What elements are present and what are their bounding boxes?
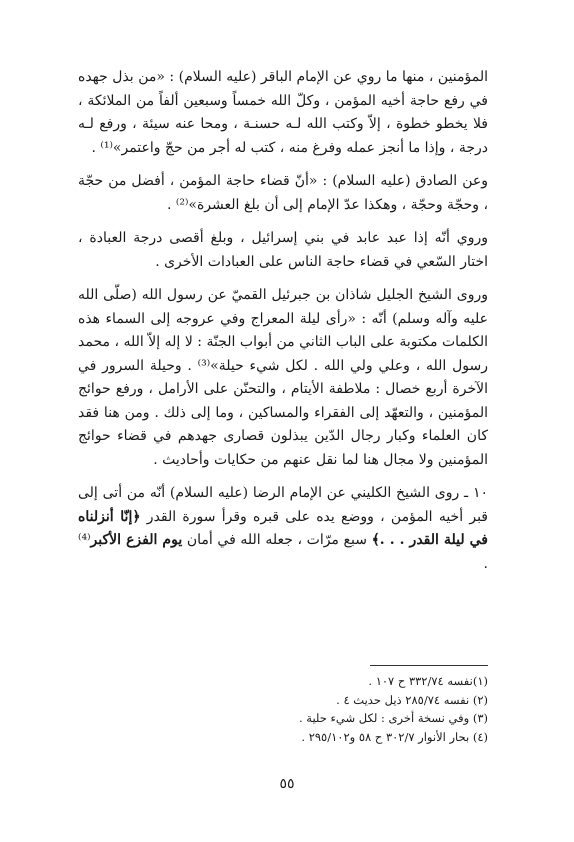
footnotes: [78, 665, 488, 746]
paragraph-5: [78, 482, 488, 576]
page-body: [78, 66, 488, 580]
footnote-1: (١)نفسه ٣٣٢/٧٤ ح ١٠٧ .: [368, 674, 488, 688]
paragraph-5-bold-end: يوم الفزع الأكبر: [90, 532, 183, 548]
paragraph-5-start: ١٠ ـ روى الشيخ الكليني عن الإمام الرضا (عليه السلام) أنّه من أتى إلى قبر أخيه المؤمن ، ووضع يده على قبره وقرأ سورة القدر: [78, 485, 488, 525]
paragraph-3: وروي أنّه إذا عبد عابد في بني إسرائيل ، وبلغ أقصى درجة العبادة ، اختار السّعي في قضاء حاجة الناس على العبادات الأخرى .: [78, 230, 488, 270]
paragraph-5-end: ⁽⁴⁾ .: [78, 532, 488, 572]
footnote-3: (٣) وفي نسخة أخرى : لكل شيء حلية .: [298, 711, 488, 725]
paragraph-2: وعن الصادق (عليه السلام) : «أنّ قضاء حاجة المؤمن ، أفضل من حجّة ، وحجّة وحجّة ، وهكذا عدّ الإمام إلى أن بلغ العشرة»⁽²⁾ .: [78, 173, 488, 213]
footnote-2: (٢) نفسه ٢٨٥/٧٤ ذيل حديث ٤ .: [336, 692, 488, 707]
paragraph-4: وروى الشيخ الجليل شاذان بن جبرئيل القميّ عن رسول الله (صلّى الله عليه وآله وسلم) أنّه : «رأى ليلة المعراج وفي عروجه إلى السماء هذه الكلمات مكتوبة على الباب الثاني من أبواب الجنّة : لا إله إلاّ الله ، محمد رسول الله ، وعلي ولي الله . لكل شيء حيلة»⁽³⁾ . وحيلة السرور في الآخرة أربع خصال : ملاطفة الأيتام ، والتحنّن على الأرامل ، ورفع حوائج المؤمنين ، والتعهّد إلى الفقراء والمساكين ، وما إلى ذلك . ومن هنا فقد كان العلماء وكبار رجال الدّين يبذلون قصارى جهدهم في قضاء حوائج المؤمنين ولا مجال هنا لما نقل عنهم من حكايات وأحاديث .: [78, 287, 488, 468]
footnote-4: (٤) بحار الأنوار ٣٠٢/٧ ح ٥٨ و٢٩٥/١٠٢ .: [301, 729, 488, 744]
paragraph-1: المؤمنين ، منها ما روي عن الإمام الباقر (عليه السلام) : «من بذل جهده في رفع حاجة أخيه المؤمن ، وكلّ الله خمساً وسبعين ألفاً من الملائكة ، فلا يخطو خطوة ، إلاّ وكتب الله لـه حسنـة ، ومحا عنه سيئة ، ورفع لـه درجة ، وإذا ما أنجز عمله وفرغ منه ، كتب له أجر من حجّ واعتمر»⁽¹⁾ .: [78, 69, 488, 156]
page-number: ٥٥: [279, 776, 295, 792]
footnote-divider: [370, 665, 488, 666]
paragraph-5-middle: سبع مرّات ، جعله الله في أمان: [182, 532, 372, 548]
quran-verse: ﴿إنّا أنزلناه في ليلة القدر . . .﴾: [78, 508, 488, 548]
